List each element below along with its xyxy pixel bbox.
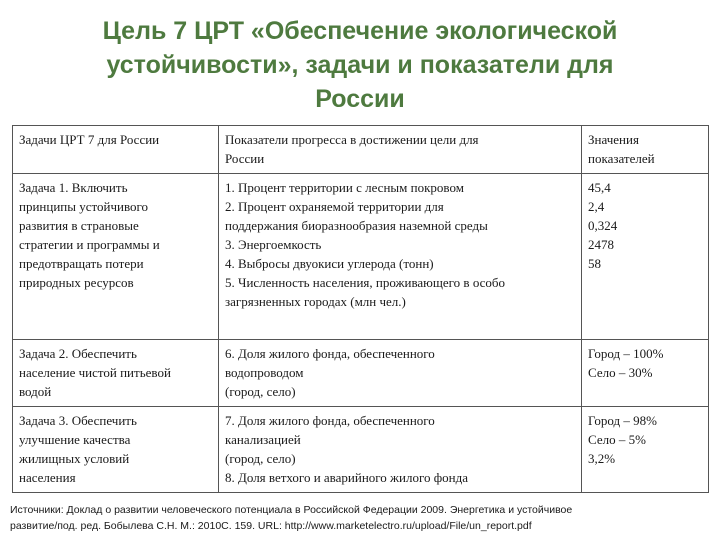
cell-line: население чистой питьевой [19,365,171,380]
task-cell [13,174,219,340]
cell-line: 2. Процент охраняемой территории для [225,199,444,214]
cell-line: водой [19,384,52,399]
cell-line: Задача 1. Включить [19,180,128,195]
goals-table [12,125,709,493]
cell-line: Село – 5% [588,432,646,447]
cell-line: 7. Доля жилого фонда, обеспеченного [225,413,435,428]
cell-line: 8. Доля ветхого и аварийного жилого фонда [225,470,468,485]
cell-line: 5. Численность населения, проживающего в особо [225,275,506,290]
header-cell-indicators [219,126,582,174]
table-header-row [13,126,709,174]
cell-line: поддержания биоразнообразия наземной среды [225,218,488,233]
cell-line: 2478 [588,237,614,252]
table-row [13,340,709,407]
cell-line: Город – 98% [588,413,657,428]
cell-line: показателей [588,151,655,166]
cell-line: Город – 100% [588,346,664,361]
header-cell-tasks [13,126,219,174]
title-line: Цель 7 ЦРТ «Обеспечение экологической [102,17,618,45]
cell-line: 45,4 [588,180,611,195]
indicators-cell [219,340,582,407]
task-cell [13,340,219,407]
cell-line: Задача 3. Обеспечить [19,413,137,428]
cell-line: 58 [588,256,601,271]
cell-line: водопроводом [225,365,304,380]
cell-line: стратегии и программы и [19,237,160,252]
header-cell-values [582,126,709,174]
cell-line: Показатели прогресса в достижении цели для [225,132,479,147]
indicators-cell [219,174,582,340]
cell-line: Значения [588,132,639,147]
task-cell [13,407,219,493]
title-line: России [315,85,405,113]
cell-line: 6. Доля жилого фонда, обеспеченного [225,346,435,361]
values-cell [582,174,709,340]
cell-line: загрязненных городах (млн чел.) [225,294,406,309]
cell-line: принципы устойчивого [19,199,149,214]
values-cell [582,340,709,407]
cell-line: Задача 2. Обеспечить [19,346,137,361]
cell-line: канализацией [225,432,301,447]
table-row [13,174,709,340]
values-cell [582,407,709,493]
cell-line: (город, село) [225,451,296,466]
cell-line: 3. Энергоемкость [225,237,322,252]
cell-line: 0,324 [588,218,618,233]
cell-line: (город, село) [225,384,296,399]
cell-line: 2,4 [588,199,605,214]
source-note [10,502,710,534]
source-line: развитие/под. ред. Бобылева С.Н. М.: 2010С. 159. URL: http://www.marketelectro.ru/upload/File/un_report.pdf [10,520,532,532]
slide-title [40,14,680,116]
cell-line: природных ресурсов [19,275,134,290]
cell-line: предотвращать потери [19,256,144,271]
cell-line: Задачи ЦРТ 7 для России [19,132,160,147]
table-row [13,407,709,493]
cell-line: улучшение качества [19,432,131,447]
indicators-cell [219,407,582,493]
source-line: Источники: Доклад о развитии человеческого потенциала в Российской Федерации 2009. Энергетика и устойчивое [10,504,573,516]
cell-line: России [225,151,265,166]
cell-line: развития в страновые [19,218,139,233]
cell-line: 4. Выбросы двуокиси углерода (тонн) [225,256,434,271]
cell-line: жилищных условий [19,451,130,466]
cell-line: 1. Процент территории с лесным покровом [225,180,464,195]
title-line: устойчивости», задачи и показатели для [106,51,614,79]
cell-line: 3,2% [588,451,616,466]
cell-line: населения [19,470,76,485]
cell-line: Село – 30% [588,365,653,380]
